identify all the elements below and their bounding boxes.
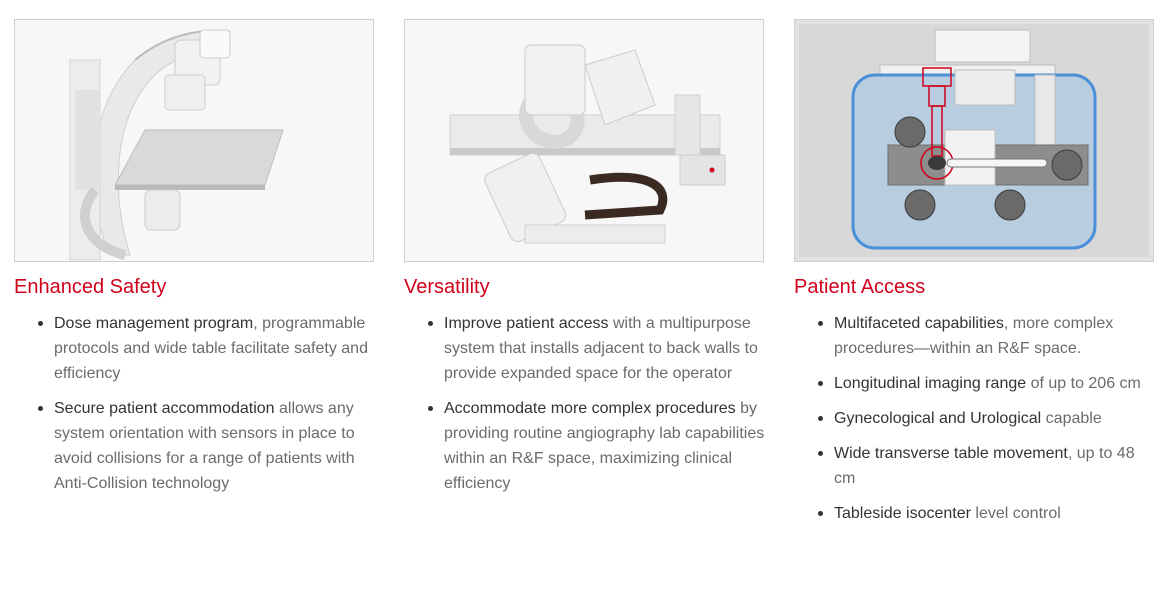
rf-system-image [404, 19, 764, 262]
feature-title: Versatility [404, 276, 490, 298]
list-item [54, 311, 376, 386]
list-item [834, 311, 1156, 361]
list-item [54, 396, 376, 496]
feature-highlight: Tableside isocenter [834, 505, 971, 522]
c-arm-system-image [14, 19, 374, 262]
feature-detail: , programmable protocols and wide table facilitate safety and efficiency [54, 315, 368, 382]
feature-highlight: Secure patient accommodation [54, 400, 275, 417]
feature-highlight: Longitudinal imaging range [834, 375, 1027, 392]
feature-detail: by providing routine angiography lab capabilities within an R&F space, maximizing clinical efficiency [444, 400, 765, 492]
feature-highlight: Wide transverse table movement [834, 445, 1068, 462]
feature-detail: with a multipurpose system that installs adjacent to back walls to provide expanded space for the operator [444, 315, 758, 382]
feature-highlight: Gynecological and Urological [834, 410, 1042, 427]
room-layout-diagram [795, 20, 1153, 261]
list-item [834, 406, 1156, 431]
list-item [834, 441, 1156, 491]
feature-detail: , up to 48 cm [834, 445, 1135, 487]
feature-list [404, 311, 766, 506]
feature-detail: level control [970, 505, 1061, 522]
list-item [834, 501, 1156, 526]
feature-highlight: Accommodate more complex procedures [444, 400, 736, 417]
feature-detail: of up to 206 cm [1026, 375, 1141, 392]
feature-title: Enhanced Safety [14, 276, 167, 298]
feature-highlight: Dose management program [54, 315, 254, 332]
list-item [444, 311, 766, 386]
list-item [834, 371, 1156, 396]
feature-detail: , more complex procedures—within an R&F space. [834, 315, 1114, 357]
feature-detail: allows any system orientation with sensors in place to avoid collisions for a range of patients with Anti-Collision technology [54, 400, 355, 492]
feature-title: Patient Access [794, 276, 926, 298]
room-layout-image [794, 19, 1154, 262]
rf-system-illustration [405, 20, 763, 261]
feature-detail: capable [1041, 410, 1102, 427]
feature-highlight: Improve patient access [444, 315, 609, 332]
list-item [444, 396, 766, 496]
c-arm-illustration [15, 20, 373, 261]
feature-list [14, 311, 376, 506]
feature-highlight: Multifaceted capabilities [834, 315, 1004, 332]
feature-list [794, 311, 1156, 536]
